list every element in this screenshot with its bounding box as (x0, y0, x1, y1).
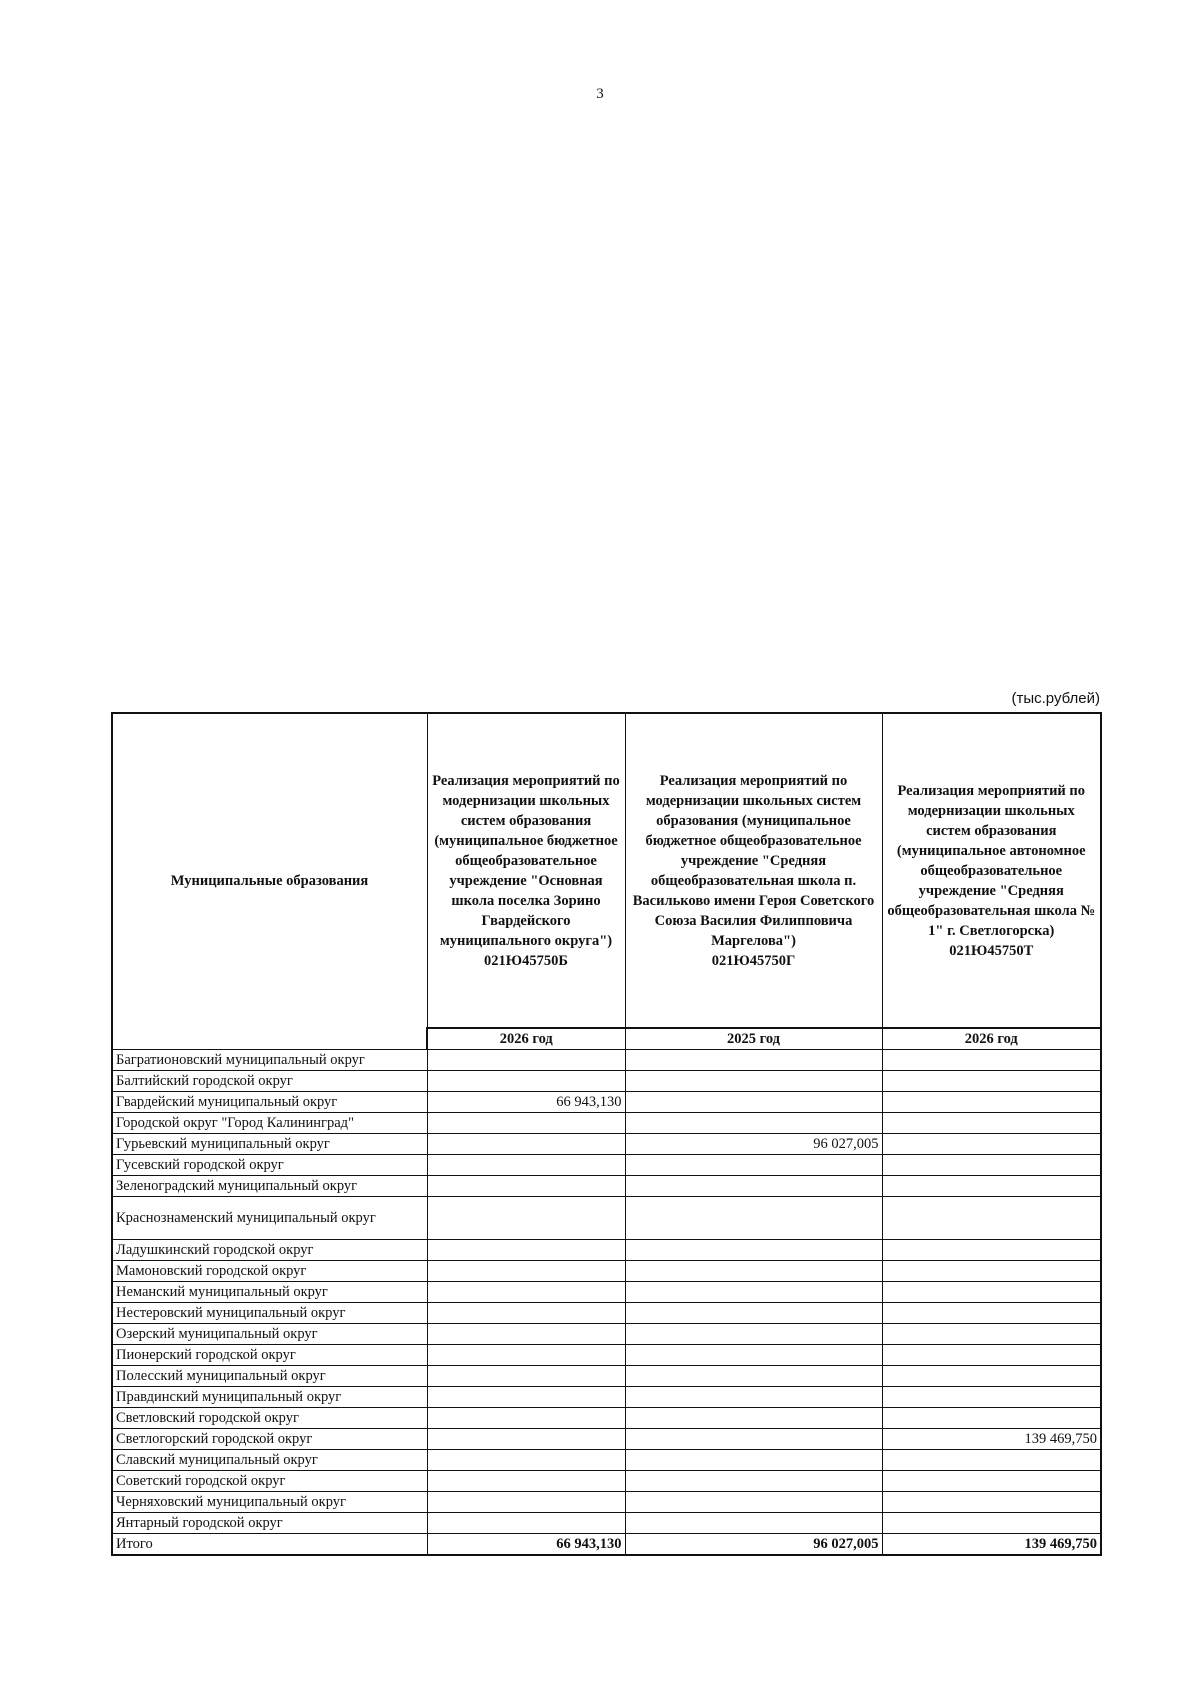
value-cell (625, 1092, 882, 1113)
table-row (112, 1092, 1101, 1113)
municipality-name: Пионерский городской округ (112, 1345, 427, 1366)
value-cell (625, 1450, 882, 1471)
value-cell (625, 1050, 882, 1071)
table-row (112, 1134, 1101, 1155)
table-row (112, 1050, 1101, 1071)
column-header-3 (882, 713, 1101, 1028)
value-cell (882, 1303, 1101, 1324)
table-row (112, 1176, 1101, 1197)
value-cell (427, 1471, 625, 1492)
column-title-1: Реализация мероприятий по модернизации школьных систем образования (муниципальное бюджетное общеобразовательное учреждение "Основная школа поселка Зорино Гвардейского муниципального округа") (432, 772, 620, 949)
table-row (112, 1303, 1101, 1324)
value-cell (625, 1240, 882, 1261)
table-row (112, 1113, 1101, 1134)
municipality-name: Полесский муниципальный округ (112, 1366, 427, 1387)
value-cell (882, 1113, 1101, 1134)
municipality-name: Зеленоградский муниципальный округ (112, 1176, 427, 1197)
value-cell (625, 1261, 882, 1282)
value-cell (882, 1450, 1101, 1471)
year-3: 2026 год (882, 1028, 1101, 1050)
municipality-name: Светловский городской округ (112, 1408, 427, 1429)
table-row (112, 1366, 1101, 1387)
table-row (112, 1240, 1101, 1261)
value-cell (625, 1197, 882, 1240)
table-row (112, 1492, 1101, 1513)
table-row (112, 1197, 1101, 1240)
municipality-name: Городской округ "Город Калининград" (112, 1113, 427, 1134)
table-row (112, 1071, 1101, 1092)
municipality-name: Озерский муниципальный округ (112, 1324, 427, 1345)
value-cell (427, 1345, 625, 1366)
value-cell (882, 1155, 1101, 1176)
table-row (112, 1429, 1101, 1450)
value-cell (625, 1366, 882, 1387)
value-cell (882, 1513, 1101, 1534)
column-code-3: 021Ю45750Т (949, 942, 1034, 959)
table-row (112, 1282, 1101, 1303)
table-row (112, 1408, 1101, 1429)
municipality-name: Советский городской округ (112, 1471, 427, 1492)
value-cell (427, 1113, 625, 1134)
value-cell: 96 027,005 (625, 1134, 882, 1155)
total-value-3: 139 469,750 (882, 1534, 1101, 1556)
value-cell (625, 1303, 882, 1324)
value-cell (882, 1387, 1101, 1408)
value-cell (625, 1492, 882, 1513)
value-cell (625, 1345, 882, 1366)
value-cell (625, 1071, 882, 1092)
value-cell (427, 1197, 625, 1240)
column-header-1 (427, 713, 625, 1028)
page-number: 3 (596, 86, 604, 102)
total-label: Итого (112, 1534, 427, 1556)
value-cell (625, 1429, 882, 1450)
table-row (112, 1471, 1101, 1492)
value-cell (427, 1366, 625, 1387)
municipality-name: Багратионовский муниципальный округ (112, 1050, 427, 1071)
value-cell (882, 1324, 1101, 1345)
table-row (112, 1513, 1101, 1534)
value-cell (427, 1324, 625, 1345)
municipality-name: Мамоновский городской округ (112, 1261, 427, 1282)
column-code-2: 021Ю45750Г (711, 952, 796, 969)
municipality-name: Балтийский городской округ (112, 1071, 427, 1092)
value-cell (882, 1240, 1101, 1261)
column-code-1: 021Ю45750Б (484, 952, 568, 969)
table-row (112, 1261, 1101, 1282)
value-cell (427, 1176, 625, 1197)
value-cell (427, 1408, 625, 1429)
municipalities-header: Муниципальные образования (112, 713, 427, 1050)
value-cell (427, 1050, 625, 1071)
value-cell (427, 1240, 625, 1261)
municipality-name: Гурьевский муниципальный округ (112, 1134, 427, 1155)
value-cell (625, 1155, 882, 1176)
value-cell (882, 1366, 1101, 1387)
value-cell (882, 1261, 1101, 1282)
value-cell (625, 1324, 882, 1345)
municipality-name: Черняховский муниципальный округ (112, 1492, 427, 1513)
total-value-2: 96 027,005 (625, 1534, 882, 1556)
value-cell (427, 1155, 625, 1176)
units-label: (тыс.рублей) (1011, 690, 1100, 707)
value-cell (882, 1282, 1101, 1303)
column-title-2: Реализация мероприятий по модернизации школьных систем образования (муниципальное бюджетное общеобразовательное учреждение "Средняя общеобразовательная школа п. Васильково имени Героя Советского Союза Василия Филипповича Маргелова") (632, 772, 875, 949)
value-cell (882, 1092, 1101, 1113)
value-cell (882, 1071, 1101, 1092)
value-cell (882, 1345, 1101, 1366)
value-cell: 66 943,130 (427, 1092, 625, 1113)
table-row (112, 1324, 1101, 1345)
municipality-name: Славский муниципальный округ (112, 1450, 427, 1471)
table-row (112, 1155, 1101, 1176)
value-cell (427, 1513, 625, 1534)
municipality-name: Светлогорский городской округ (112, 1429, 427, 1450)
value-cell (882, 1471, 1101, 1492)
municipality-name: Нестеровский муниципальный округ (112, 1303, 427, 1324)
value-cell (882, 1050, 1101, 1071)
value-cell (427, 1134, 625, 1155)
municipality-name: Краснознаменский муниципальный округ (112, 1197, 427, 1240)
value-cell (882, 1197, 1101, 1240)
municipality-name: Неманский муниципальный округ (112, 1282, 427, 1303)
table-row (112, 1387, 1101, 1408)
value-cell (427, 1303, 625, 1324)
municipality-name: Правдинский муниципальный округ (112, 1387, 427, 1408)
budget-table (111, 712, 1102, 1556)
value-cell (882, 1408, 1101, 1429)
value-cell (427, 1261, 625, 1282)
value-cell (625, 1387, 882, 1408)
value-cell (427, 1492, 625, 1513)
year-2: 2025 год (625, 1028, 882, 1050)
value-cell (882, 1176, 1101, 1197)
value-cell (625, 1408, 882, 1429)
column-header-2 (625, 713, 882, 1028)
value-cell (427, 1282, 625, 1303)
value-cell (882, 1134, 1101, 1155)
municipality-name: Ладушкинский городской округ (112, 1240, 427, 1261)
value-cell (427, 1387, 625, 1408)
value-cell (625, 1513, 882, 1534)
table-row (112, 1345, 1101, 1366)
total-row (112, 1534, 1101, 1556)
value-cell: 139 469,750 (882, 1429, 1101, 1450)
table-body (112, 1050, 1101, 1556)
value-cell (625, 1282, 882, 1303)
municipality-name: Гвардейский муниципальный округ (112, 1092, 427, 1113)
value-cell (427, 1071, 625, 1092)
column-header-row (112, 713, 1101, 1028)
year-1: 2026 год (427, 1028, 625, 1050)
municipality-name: Янтарный городской округ (112, 1513, 427, 1534)
value-cell (625, 1113, 882, 1134)
value-cell (882, 1492, 1101, 1513)
value-cell (625, 1176, 882, 1197)
value-cell (625, 1471, 882, 1492)
column-title-3: Реализация мероприятий по модернизации школьных систем образования (муниципальное автономное общеобразовательное учреждение "Средняя общеобразовательная школа № 1" г. Светлогорска) (887, 782, 1096, 939)
value-cell (427, 1429, 625, 1450)
municipality-name: Гусевский городской округ (112, 1155, 427, 1176)
value-cell (427, 1450, 625, 1471)
total-value-1: 66 943,130 (427, 1534, 625, 1556)
table-row (112, 1450, 1101, 1471)
